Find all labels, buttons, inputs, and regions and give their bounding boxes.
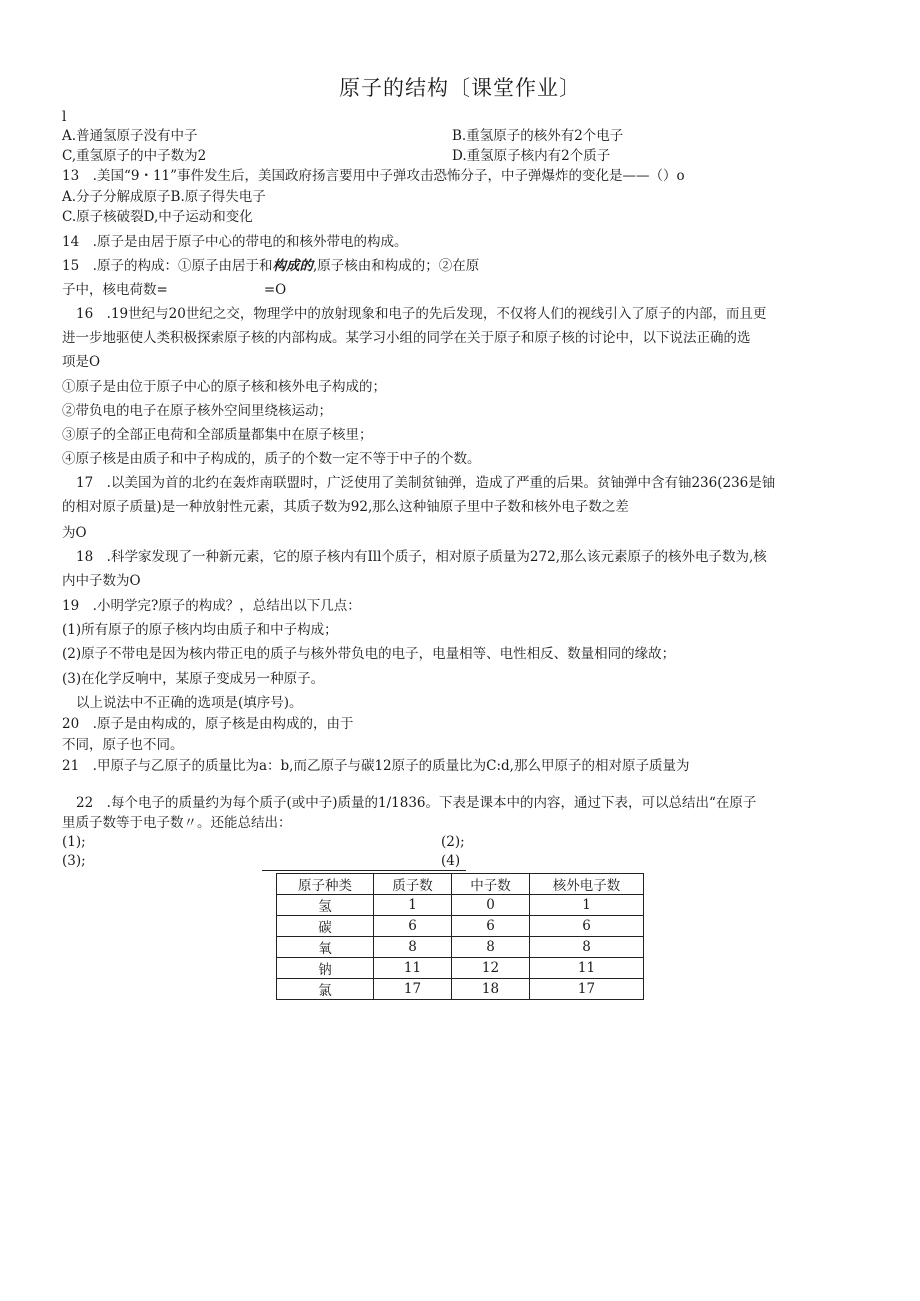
header-atom-type: 原子种类 <box>277 874 374 895</box>
header-protons: 质子数 <box>374 874 452 895</box>
q21-text: 21 .甲原子与乙原子的质量比为a：b,而乙原子与碳12原子的质量比为C:d,那么甲原子的相对原子质量为 <box>62 758 690 774</box>
header-neutrons: 中子数 <box>452 874 530 895</box>
q12-option-a: A.普通氢原子没有中子 <box>62 128 198 144</box>
cell-neutrons: 8 <box>452 937 530 958</box>
cell-atom: 氯 <box>277 979 374 1000</box>
q22-blank-4: (4) <box>441 853 461 869</box>
q19-option-1: (1)所有原子的原子核内均由质子和中子构成； <box>62 622 338 638</box>
table-row <box>277 916 644 937</box>
q17-line3: 为O <box>62 525 87 541</box>
q22-line1: 22 .每个电子的质量约为每个质子(或中子)质量的1/1836。下表是课本中的内容，通过下表，可以总结出“在原子 <box>76 795 757 811</box>
q16-line2: 进一步地驱使人类积极探索原子核的内部构成。某学习小组的同学在关于原子和原子核的讨论中，以下说法正确的选 <box>62 330 751 346</box>
page-title: 原子的结构〔课堂作业〕 <box>339 76 581 100</box>
q20-line2: 不同，原子也不同。 <box>62 737 184 753</box>
q22-line2: 里质子数等于电子数〃。还能总结出： <box>62 815 292 831</box>
atom-composition-table <box>276 873 644 1000</box>
table-header-row <box>277 874 644 895</box>
q16-line3: 项是O <box>62 354 101 370</box>
cell-atom: 碳 <box>277 916 374 937</box>
q19-option-2: (2)原子不带电是因为核内带正电的质子与核外带负电的电子，电量相等、电性相反、数量相同的缘故； <box>62 646 676 662</box>
cell-atom: 氧 <box>277 937 374 958</box>
q12-option-c: C,重氢原子的中子数为2 <box>62 148 207 164</box>
q22-blank-2: (2); <box>441 834 465 850</box>
table-row <box>277 895 644 916</box>
cell-protons: 11 <box>374 958 452 979</box>
q22-blank-1: (1); <box>62 834 86 850</box>
q15-emphasis: 构成的 <box>272 258 313 274</box>
q16-line1: 16 .19世纪与20世纪之交，物理学中的放射现象和电子的先后发现，不仅将人们的视线引入了原子的内部，而且更 <box>76 306 767 322</box>
cell-electrons: 17 <box>530 979 644 1000</box>
cell-atom: 氢 <box>277 895 374 916</box>
cell-protons: 17 <box>374 979 452 1000</box>
q12-number: l <box>62 109 67 125</box>
q16-option-2: ②带负电的电子在原子核外空间里绕核运动； <box>62 403 332 419</box>
q19-conclusion: 以上说法中不正确的选项是(填序号)。 <box>76 695 303 711</box>
cell-protons: 1 <box>374 895 452 916</box>
table-row <box>277 979 644 1000</box>
q16-option-3: ③原子的全部正电荷和全部质量都集中在原子核里； <box>62 427 373 443</box>
q13-options-cd: C.原子核破裂D,中子运动和变化 <box>62 209 253 225</box>
table-row <box>277 958 644 979</box>
cell-protons: 6 <box>374 916 452 937</box>
q17-line2: 的相对原子质量)是一种放射性元素，其质子数为92,那么这种铀原子里中子数和核外电子数之差 <box>62 499 629 515</box>
cell-neutrons: 12 <box>452 958 530 979</box>
header-electrons: 核外电子数 <box>530 874 644 895</box>
q15-part1: 15 .原子的构成：①原子由居于和 <box>62 258 273 274</box>
q17-line1: 17 .以美国为首的北约在轰炸南联盟时，广泛使用了美制贫铀弹，造成了严重的后果。贫铀弹中含有铀236(236是铀 <box>76 475 776 491</box>
q19-option-3: (3)在化学反响中，某原子变成另一种原子。 <box>62 671 325 687</box>
q13-stem: 13 .美国“9・11”事件发生后，美国政府扬言要用中子弹攻击恐怖分子，中子弹爆炸的变化是——（）o <box>62 168 685 184</box>
q22-blank-3: (3); <box>62 853 86 869</box>
cell-neutrons: 6 <box>452 916 530 937</box>
cell-electrons: 1 <box>530 895 644 916</box>
cell-electrons: 8 <box>530 937 644 958</box>
cell-neutrons: 0 <box>452 895 530 916</box>
q19-stem: 19 .小明学完?原子的构成？，总结出以下几点： <box>62 598 361 614</box>
q15-line2a: 子中，核电荷数= <box>62 282 168 298</box>
q12-option-b: B.重氢原子的核外有2个电子 <box>452 128 624 144</box>
q12-option-d: D.重氢原子核内有2个质子 <box>452 148 611 164</box>
q15-line2b: =O <box>263 282 287 298</box>
cell-electrons: 11 <box>530 958 644 979</box>
cell-neutrons: 18 <box>452 979 530 1000</box>
q18-line1: 18 .科学家发现了一种新元素，它的原子核内有Ill个质子，相对原子质量为272,那么该元素原子的核外电子数为,核 <box>76 549 767 565</box>
q18-line2: 内中子数为O <box>62 573 141 589</box>
cell-protons: 8 <box>374 937 452 958</box>
q15-line2 <box>62 281 286 299</box>
cell-atom: 钠 <box>277 958 374 979</box>
q15-line1 <box>62 257 479 275</box>
q14-text: 14 .原子是由居于原子中心的带电的和核外带电的构成。 <box>62 234 408 250</box>
table-row <box>277 937 644 958</box>
cell-electrons: 6 <box>530 916 644 937</box>
q20-line1: 20 .原子是由构成的，原子核是由构成的，由于 <box>62 716 354 732</box>
q13-options-ab: A.分子分解成原子B.原子得失电子 <box>62 189 266 205</box>
q16-option-1: ①原子是由位于原子中心的原子核和核外电子构成的； <box>62 379 386 395</box>
q16-option-4: ④原子核是由质子和中子构成的，质子的个数一定不等于中子的个数。 <box>62 451 481 467</box>
answer-underline <box>262 870 466 871</box>
q15-part2: ,原子核由和构成的；②在原 <box>312 258 480 274</box>
